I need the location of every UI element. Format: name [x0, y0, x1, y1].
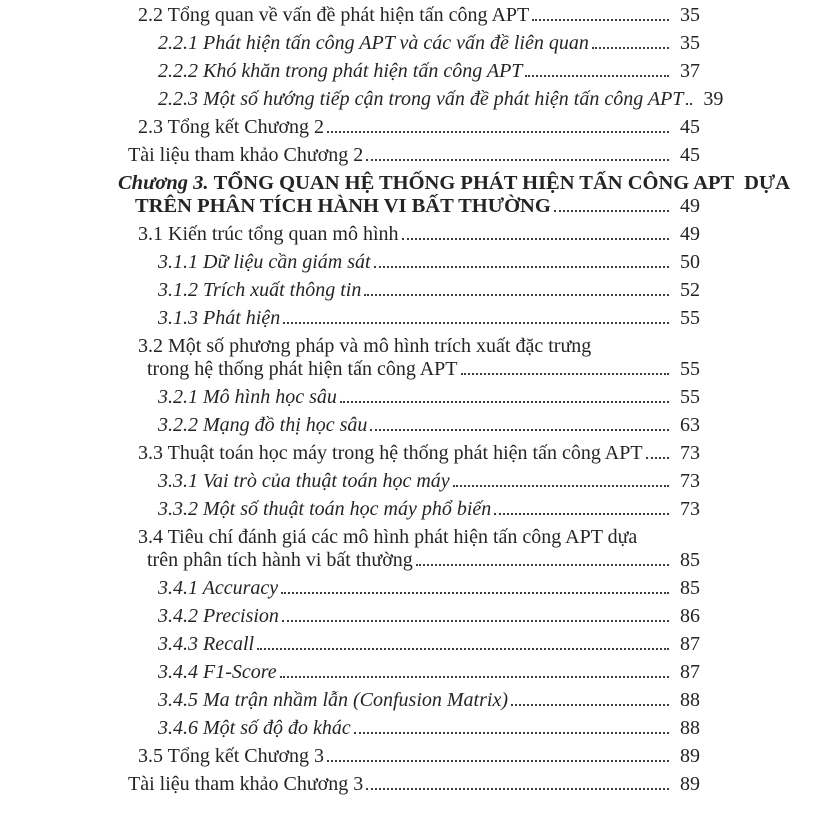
toc-entry-line: [0, 279, 700, 302]
dotted-leader: [283, 322, 669, 324]
toc-entry-line: [0, 60, 700, 83]
page-number: 39: [703, 88, 724, 110]
toc-entry-line: [0, 195, 700, 218]
dotted-leader: [686, 103, 692, 105]
toc-entry[interactable]: [0, 661, 700, 684]
toc-entry-title: 3.4.4 F1-Score: [158, 661, 277, 683]
page-number: 89: [680, 745, 700, 767]
toc-entry[interactable]: [0, 32, 700, 55]
toc-entry-title: 3.2.1 Mô hình học sâu: [158, 386, 337, 408]
toc-entry-line: [0, 116, 700, 139]
page-number: 37: [680, 60, 700, 82]
toc-entry[interactable]: [0, 386, 700, 409]
page-number: 89: [680, 773, 700, 795]
toc-entry-line: [0, 717, 700, 740]
toc-entry-line: [0, 661, 700, 684]
toc-entry-title: Tài liệu tham khảo Chương 2: [128, 144, 364, 166]
toc-entry-title: 3.1.2 Trích xuất thông tin: [158, 279, 362, 301]
dotted-leader: [280, 676, 669, 678]
toc-entry-title: 3.5 Tổng kết Chương 3: [138, 745, 325, 767]
toc-entry[interactable]: [0, 116, 700, 139]
dotted-leader: [494, 513, 669, 515]
dotted-leader: [511, 704, 669, 706]
toc-entry-title: 2.2 Tổng quan về vấn đề phát hiện tấn công APT: [138, 4, 530, 26]
toc-entry-line: [0, 414, 700, 437]
toc-entry[interactable]: [0, 498, 700, 521]
page-number: 50: [680, 251, 700, 273]
toc-entry-line: [0, 307, 700, 330]
toc-entry-line: [0, 144, 700, 167]
toc-entry-line: [0, 88, 724, 111]
toc-entry[interactable]: [0, 773, 700, 796]
page-number: 73: [680, 470, 700, 492]
page-number: 86: [680, 605, 700, 627]
toc-entry-title: 2.2.2 Khó khăn trong phát hiện tấn công APT: [158, 60, 523, 82]
toc-entry[interactable]: [0, 223, 700, 246]
page-number: 49: [680, 195, 700, 217]
toc-entry[interactable]: [0, 470, 700, 493]
dotted-leader: [282, 620, 669, 622]
page-number: 35: [680, 4, 700, 26]
page-number: 55: [680, 358, 700, 380]
dotted-leader: [592, 47, 669, 49]
page-number: 45: [680, 144, 700, 166]
toc-entry-title: 3.3.2 Một số thuật toán học máy phổ biến: [158, 498, 492, 520]
toc-entry[interactable]: [0, 689, 700, 712]
toc-entry-title: 3.1 Kiến trúc tổng quan mô hình: [138, 223, 399, 245]
page-number: 52: [680, 279, 700, 301]
toc-entry[interactable]: [0, 605, 700, 628]
toc-entry-line: [0, 442, 700, 465]
toc-entry-line: [0, 251, 700, 274]
dotted-leader: [370, 429, 669, 431]
page-number: 88: [680, 689, 700, 711]
page-number: 35: [680, 32, 700, 54]
toc-entry-line: [0, 172, 790, 195]
page-number: 73: [680, 442, 700, 464]
dotted-leader: [402, 238, 669, 240]
toc-entry[interactable]: [0, 335, 700, 381]
toc-entry[interactable]: [0, 251, 700, 274]
toc-entry[interactable]: [0, 144, 700, 167]
page-number: 49: [680, 223, 700, 245]
toc-entry[interactable]: [0, 577, 700, 600]
dotted-leader: [374, 266, 669, 268]
toc-entry[interactable]: [0, 745, 700, 768]
page-number: 85: [680, 549, 700, 571]
chapter-number-prefix: Chương 3.: [118, 172, 214, 194]
toc-entry[interactable]: [0, 307, 700, 330]
dotted-leader: [340, 401, 669, 403]
toc-entry[interactable]: [0, 526, 700, 572]
dotted-leader: [354, 732, 669, 734]
toc-entry-title: 3.4.5 Ma trận nhầm lẫn (Confusion Matrix): [158, 689, 508, 711]
dotted-leader: [532, 19, 669, 21]
toc-entry-title: 2.2.1 Phát hiện tấn công APT và các vấn đề liên quan: [158, 32, 589, 54]
page-number: 73: [680, 498, 700, 520]
toc-entry-line: [0, 358, 700, 381]
toc-entry-title: 3.1.1 Dữ liệu cần giám sát: [158, 251, 371, 273]
toc-entry-title: trong hệ thống phát hiện tấn công APT: [147, 358, 458, 380]
page-number: 63: [680, 414, 700, 436]
toc-entry-title: 3.4.3 Recall: [158, 633, 255, 655]
dotted-leader: [554, 210, 669, 212]
toc-entry[interactable]: [0, 414, 700, 437]
toc-entry-title: 3.1.3 Phát hiện: [158, 307, 281, 329]
dotted-leader: [327, 760, 669, 762]
dotted-leader: [525, 75, 669, 77]
page-number: 87: [680, 633, 700, 655]
toc-entry-title: TRÊN PHÂN TÍCH HÀNH VI BẤT THƯỜNG: [135, 195, 551, 217]
page-number: 88: [680, 717, 700, 739]
toc-entry-title: 3.4.6 Một số độ đo khác: [158, 717, 351, 739]
toc-entry-line: [0, 223, 700, 246]
toc-entry-title: 3.3 Thuật toán học máy trong hệ thống phát hiện tấn công APT: [138, 442, 643, 464]
toc-entry[interactable]: [0, 60, 700, 83]
toc-entry-line: [0, 386, 700, 409]
toc-entry-line: [0, 689, 700, 712]
toc-entry[interactable]: [0, 4, 700, 27]
toc-entry-line: [0, 470, 700, 493]
toc-entry-line: [0, 577, 700, 600]
toc-entry-line: [0, 498, 700, 521]
dotted-leader: [366, 159, 669, 161]
dotted-leader: [257, 648, 669, 650]
toc-entry-line: [0, 633, 700, 656]
dotted-leader: [281, 592, 669, 594]
toc-entry-title: 3.4.1 Accuracy: [158, 577, 279, 599]
page-number: 55: [680, 307, 700, 329]
toc-entry-line: [0, 605, 700, 628]
toc-entry-title: 2.3 Tổng kết Chương 2: [138, 116, 325, 138]
toc-entry[interactable]: [0, 717, 700, 740]
dotted-leader: [366, 788, 669, 790]
dotted-leader: [646, 457, 669, 459]
toc-entry-title: Tài liệu tham khảo Chương 3: [128, 773, 364, 795]
toc-entry-title: 3.4 Tiêu chí đánh giá các mô hình phát hiện tấn công APT dựa: [138, 526, 638, 548]
toc-entry-title: 3.2.2 Mạng đồ thị học sâu: [158, 414, 368, 436]
dotted-leader: [461, 373, 669, 375]
toc-entry-title: 3.4.2 Precision: [158, 605, 279, 627]
dotted-leader: [327, 131, 669, 133]
toc-entry-title: 3.3.1 Vai trò của thuật toán học máy: [158, 470, 450, 492]
toc-entry-line: [0, 526, 700, 549]
toc-entry[interactable]: [0, 172, 790, 218]
toc-entry-line: [0, 745, 700, 768]
dotted-leader: [416, 564, 669, 566]
toc-entry[interactable]: [0, 633, 700, 656]
toc-entry-line: [0, 335, 700, 358]
toc-entry[interactable]: [0, 88, 724, 111]
toc-entry-line: [0, 32, 700, 55]
page-number: 45: [680, 116, 700, 138]
toc-entry[interactable]: [0, 279, 700, 302]
page-number: 85: [680, 577, 700, 599]
page-number: 55: [680, 386, 700, 408]
toc-entry-line: [0, 549, 700, 572]
toc-entry-title: 3.2 Một số phương pháp và mô hình trích xuất đặc trưng: [138, 335, 592, 357]
toc-entry-title: 2.2.3 Một số hướng tiếp cận trong vấn đề phát hiện tấn công APT: [158, 88, 684, 110]
page-number: 87: [680, 661, 700, 683]
toc-entry-line: [0, 773, 700, 796]
toc-entry[interactable]: [0, 442, 700, 465]
dotted-leader: [453, 485, 669, 487]
toc-entry-title: Chương 3. TỔNG QUAN HỆ THỐNG PHÁT HIỆN TẤN CÔNG APT DỰA: [118, 172, 790, 194]
toc-entry-line: [0, 4, 700, 27]
dotted-leader: [364, 294, 669, 296]
toc-entry-title: trên phân tích hành vi bất thường: [147, 549, 413, 571]
